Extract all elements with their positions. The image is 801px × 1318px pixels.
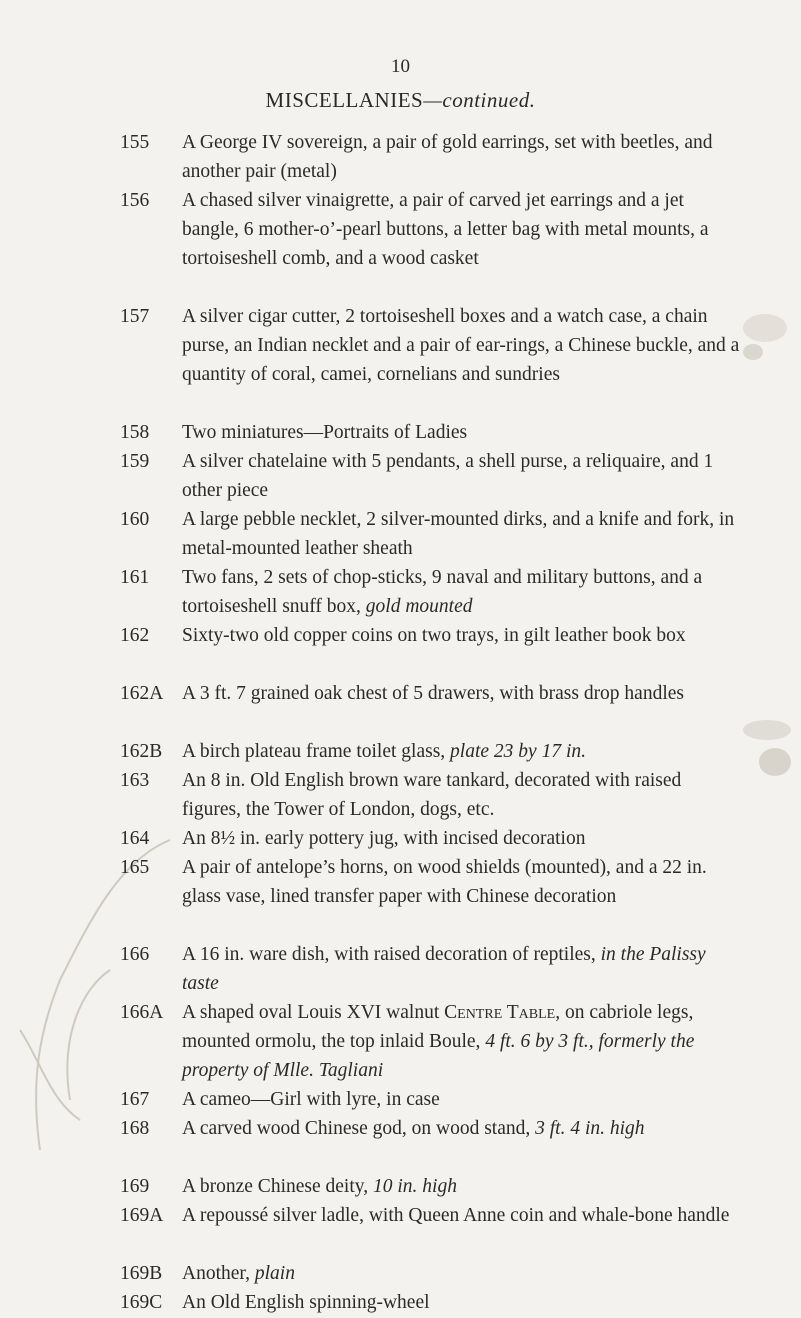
lot-description: A cameo—Girl with lyre, in case <box>182 1089 440 1110</box>
lot-description: An Old English spinning-wheel <box>182 1292 430 1313</box>
lot-158 <box>120 418 740 447</box>
lot-number: 161 <box>120 567 150 588</box>
lot-text: Another, <box>182 1263 250 1284</box>
heading-suffix: —continued. <box>423 88 536 112</box>
lot-description: A 3 ft. 7 grained oak chest of 5 drawers, with brass drop handles <box>182 683 685 704</box>
lot-160 <box>120 505 740 563</box>
lot-description <box>182 1114 740 1143</box>
lot-text-2: , on cabriole legs, mounted ormolu, the top inlaid Boule, <box>182 1002 694 1052</box>
lot-164 <box>120 824 740 853</box>
lot-smallcaps: Centre Table <box>444 1002 556 1023</box>
lot-description <box>182 563 740 621</box>
lot-157 <box>120 302 740 389</box>
lot-number: 155 <box>120 132 150 153</box>
lot-number: 169 <box>120 1176 150 1197</box>
lot-155 <box>120 128 740 186</box>
lot-162 <box>120 621 740 650</box>
lot-167 <box>120 1085 740 1114</box>
lot-number: 158 <box>120 422 150 443</box>
lot-169c <box>120 1288 740 1317</box>
lot-number: 167 <box>120 1089 150 1110</box>
lot-169 <box>120 1172 740 1201</box>
lot-159 <box>120 447 740 505</box>
lot-number: 160 <box>120 509 150 530</box>
lot-description: A repoussé silver ladle, with Queen Anne coin and whale-bone handle <box>182 1205 730 1226</box>
lot-italic: gold mounted <box>365 596 473 617</box>
lot-number: 156 <box>120 190 150 211</box>
lot-number: 162 <box>120 625 150 646</box>
heading-title: MISCELLANIES <box>265 88 424 112</box>
lot-number: 168 <box>120 1118 150 1139</box>
lot-italic: plate 23 by 17 in. <box>450 741 586 762</box>
lot-description: A George IV sovereign, a pair of gold earrings, set with beetles, and another pair (metal) <box>182 132 713 182</box>
lot-description <box>182 737 740 766</box>
lot-number: 162B <box>120 741 163 762</box>
lot-description: Sixty-two old copper coins on two trays, in gilt leather book box <box>182 625 686 646</box>
lot-description <box>182 1172 740 1201</box>
lot-text: A carved wood Chinese god, on wood stand, <box>182 1118 531 1139</box>
lot-description: An 8 in. Old English brown ware tankard, decorated with raised figures, the Tower of London, dogs, etc. <box>182 770 682 820</box>
lot-169a <box>120 1201 740 1230</box>
lot-161 <box>120 563 740 621</box>
lot-168 <box>120 1114 740 1143</box>
bleed-through-ornament-right-lower <box>735 710 799 790</box>
lot-text: A bronze Chinese deity, <box>182 1176 369 1197</box>
lot-text: A birch plateau frame toilet glass, <box>182 741 446 762</box>
lot-number: 159 <box>120 451 150 472</box>
lot-number: 169C <box>120 1292 163 1313</box>
lot-166 <box>120 940 740 998</box>
lot-162a <box>120 679 740 708</box>
lot-number: 164 <box>120 828 150 849</box>
lot-number: 169B <box>120 1263 163 1284</box>
lot-text: A 16 in. ware dish, with raised decoration of reptiles, <box>182 944 596 965</box>
lot-163 <box>120 766 740 824</box>
lot-italic: plain <box>254 1263 295 1284</box>
lot-number: 166A <box>120 1002 164 1023</box>
page-heading <box>0 88 801 113</box>
lot-description: A large pebble necklet, 2 silver-mounted dirks, and a knife and fork, in metal-mounted leather sheath <box>182 509 735 559</box>
lot-description: A pair of antelope’s horns, on wood shields (mounted), and a 22 in. glass vase, lined transfer paper with Chinese decoration <box>182 857 707 907</box>
lot-number: 157 <box>120 306 150 327</box>
lot-description <box>182 998 740 1085</box>
lot-162b <box>120 737 740 766</box>
lot-description <box>182 940 740 998</box>
lot-number: 163 <box>120 770 150 791</box>
lot-number: 169A <box>120 1205 164 1226</box>
lot-166a <box>120 998 740 1085</box>
lot-165 <box>120 853 740 911</box>
lot-169b <box>120 1259 740 1288</box>
lot-description: Two miniatures—Portraits of Ladies <box>182 422 468 443</box>
lot-description: A silver cigar cutter, 2 tortoiseshell boxes and a watch case, a chain purse, an Indian necklet and a pair of ear-rings, a Chinese buckle, and a quantity of coral, camei, cornelians and sundries <box>182 306 740 385</box>
lot-description: A chased silver vinaigrette, a pair of carved jet earrings and a jet bangle, 6 mother-o’-pearl buttons, a letter bag with metal mounts, a tortoiseshell comb, and a wood casket <box>182 190 709 269</box>
page-number: 10 <box>391 56 410 77</box>
lot-italic: 3 ft. 4 in. high <box>535 1118 645 1139</box>
lot-italic: 4 ft. 6 by 3 ft., formerly the property of Mlle. Tagliani <box>182 1031 695 1081</box>
lot-description: An 8½ in. early pottery jug, with incised decoration <box>182 828 586 849</box>
lot-number: 165 <box>120 857 150 878</box>
lot-description <box>182 1259 740 1288</box>
lot-description: A silver chatelaine with 5 pendants, a shell purse, a reliquaire, and 1 other piece <box>182 451 714 501</box>
lot-text: A shaped oval Louis XVI walnut <box>182 1002 440 1023</box>
lot-156 <box>120 186 740 273</box>
lot-number: 162A <box>120 683 164 704</box>
lot-number: 166 <box>120 944 150 965</box>
lot-italic: 10 in. high <box>372 1176 457 1197</box>
lot-italic: in the Palissy taste <box>182 944 706 994</box>
lot-text: Two fans, 2 sets of chop-sticks, 9 naval and military buttons, and a tortoiseshell snuff box, <box>182 567 703 617</box>
bleed-through-ornament-right <box>735 300 795 370</box>
